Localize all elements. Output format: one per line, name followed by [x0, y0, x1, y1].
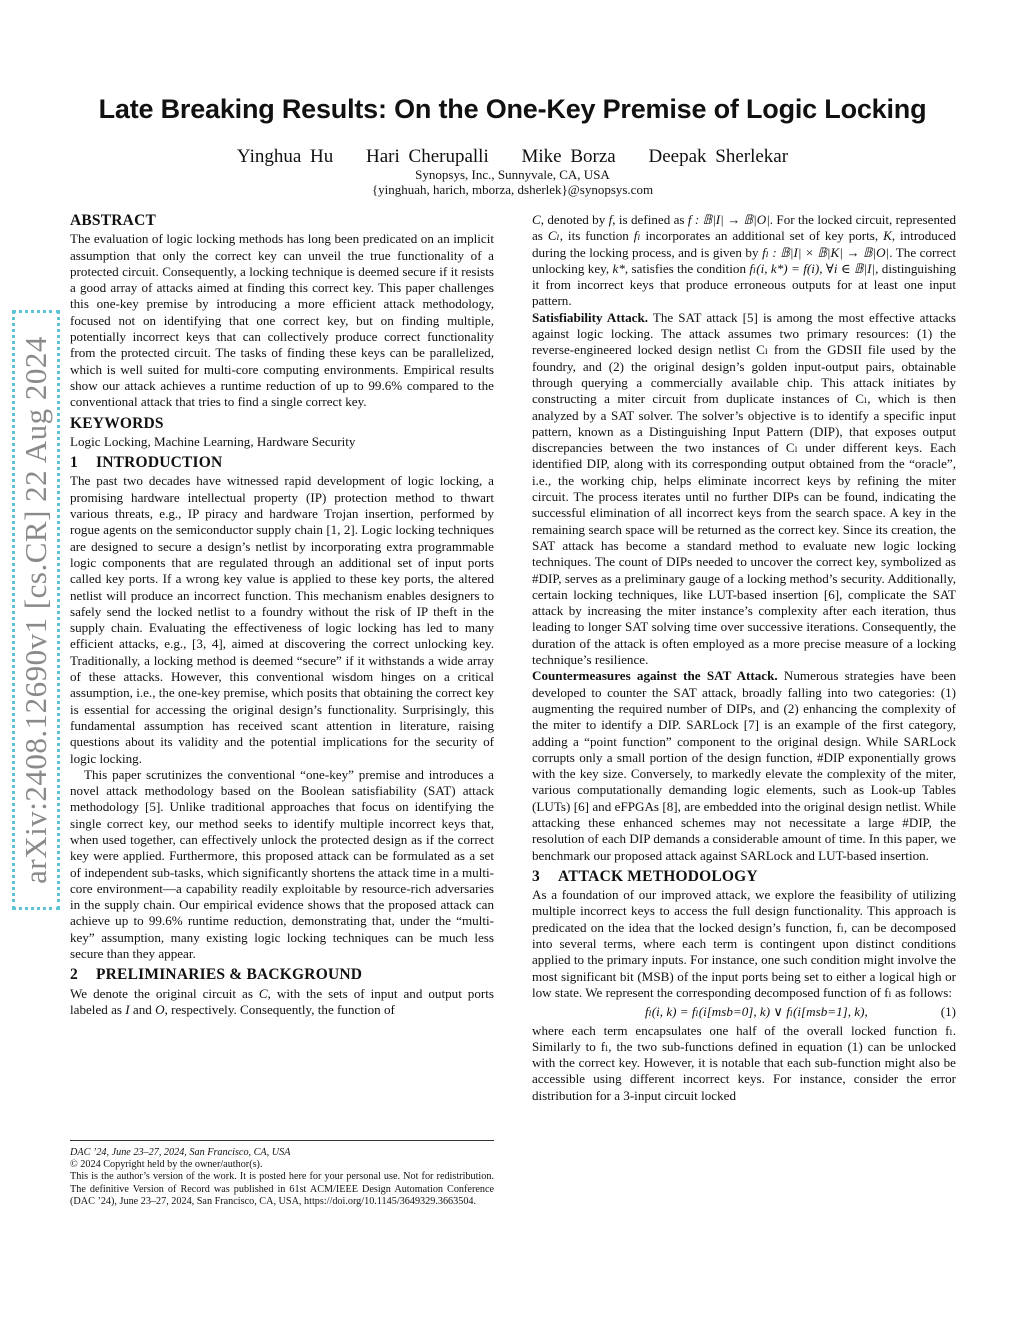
footnote	[70, 1140, 494, 1208]
arxiv-id: arXiv:2408.12690v1 [cs.CR] 22 Aug 2024	[18, 336, 53, 884]
keywords-heading: KEYWORDS	[70, 414, 164, 432]
prelim-paragraph-2: C, denoted by f, is defined as f : 𝔹|I| → 𝔹|O|. For the locked circuit, represented as Cₗ, its function fₗ incorporates an additional set of key ports, K, introduced during the locking process, and is given by fₗ : 𝔹|I| × 𝔹|K| → 𝔹|O|. The correct unlocking key, k*, satisfies the condition fₗ(i, k*) = f(i), ∀i ∈ 𝔹|I|, distinguishing it from incorrect keys that produce erroneous outputs for at least one input pattern.	[532, 212, 957, 309]
section-2-heading: 2 PRELIMINARIES & BACKGROUND	[70, 966, 363, 984]
prelim-paragraph-1: We denote the original circuit as C, with the sets of input and output ports labeled as I and O, respectively. Consequently, the function of	[70, 985, 494, 1017]
arxiv-stamp	[12, 310, 60, 910]
equation-body: fₗ(i, k) = fₗ(i[msb=0], k) ∨ fₗ(i[msb=1], k),	[644, 1004, 868, 1020]
section-1-heading: 1 INTRODUCTION	[70, 454, 223, 472]
attack-paragraph-1: As a foundation of our improved attack, we explore the feasibility of utilizing multiple incorrect keys to access the full design functionality. This approach is predicated on the idea that the locked design’s function, fₗ, can be decomposed into several terms, where each term is contingent upon distinct conditions applied to the primary inputs. For instance, one such condition might involve the most significant bit (MSB) of the input ports being set to either a logical high or low state. We represent the corresponding decomposed function of fₗ as follows:	[532, 887, 956, 1000]
sat-attack-paragraph: Satisfiability Attack. The SAT attack [5] is among the most effective attacks against logic locking. The attack assumes two primary resources: (1) the reverse-engineered locked design netlist Cₗ from the GDSII file used by the foundry, and (2) the original design’s golden input-output pairs, obtainable through querying a commercially available chip. This attack initiates by constructing a miter circuit from duplicate instances of Cₗ, which is then analyzed by a SAT solver. The solver’s objective is to identify a specific input pattern, known as a Distinguishing Input Pattern (DIP), that exposes output discrepancies between the two instances of Cₗ under different keys. Each identified DIP, along with its corresponding output obtained from the “oracle”, i.e., the working chip, helps eliminate incorrect keys by refining the miter circuit. The process iterates until no further DIPs can be found, indicating the successful elimination of all incorrect keys from the search space. A key in the remaining search space will be returned as the correct key. Since its creation, the SAT attack has become a standard method to evaluate new logic locking techniques. The count of DIPs needed to uncover the correct key, symbolized as #DIP, serves as a preliminary gauge of a locking method’s security. Additionally, certain locking techniques, like LUT-based insertion [6], complicate the SAT attack by increasing the miter instance’s complexity after each iteration, thus leading to longer SAT solving time over successive iterations. Consequently, the duration of the attack is often employed as a more precise measure of a locking technique’s resilience.	[532, 309, 956, 668]
equation-1	[532, 1004, 956, 1020]
author: Hari Cherupalli	[366, 146, 489, 167]
equation-number: (1)	[940, 1004, 956, 1020]
left-column	[70, 208, 494, 1018]
keywords-text: Logic Locking, Machine Learning, Hardware Security	[70, 433, 356, 449]
author: Deepak Sherlekar	[648, 146, 789, 167]
abstract-heading: ABSTRACT	[70, 212, 157, 229]
abstract-text: The evaluation of logic locking methods has long been predicated on an implicit assumption that only the correct key can unveil the true functionality of a protected circuit. Consequently, a locking technique is deemed secure if it resists a good array of attacks aimed at finding this correct key. This paper challenges this one-key premise by introducing a more efficient attack methodology, focused not on identifying that one correct key, but on finding multiple, potentially incorrect keys that can collectively produce correct functionality from the protected circuit. The tasks of finding these keys can be parallelized, which is well suited for multi-core computing environments. Empirical results show our attack achieves a runtime reduction of up to 99.6% compared to the conventional attack that tries to find a single correct key.	[70, 231, 494, 410]
footnote-conference: DAC ’24, June 23–27, 2024, San Francisco, CA, USA	[70, 1147, 291, 1158]
author-emails: {yinghuah, harich, mborza, dsherlek}@synopsys.com	[371, 182, 654, 197]
affiliation: Synopsys, Inc., Sunnyvale, CA, USA	[415, 167, 610, 182]
attack-paragraph-2: where each term encapsulates one half of the overall locked function fₗ. Similarly to fₗ, the two sub-functions defined in equation (1) can be unlocked with the correct key. However, it is notable that each sub-function might also be accessible using different incorrect keys. For instance, consider the error distribution for a 3-input circuit locked	[532, 1022, 956, 1103]
countermeasures-paragraph: Countermeasures against the SAT Attack. Numerous strategies have been developed to counter the SAT attack, broadly falling into two categories: (1) augmenting the required number of DIPs, and (2) enhancing the complexity of the miter to identify a DIP. SARLock [7] is an example of the first category, adding a “point function” component to the original design. While SARLock corrupts only a small portion of the design function, #DIP exponentially grows with the key size. Conversely, to markedly elevate the complexity of the miter, various computationally demanding logic elements, such as Look-up Tables (LUTs) [6] and eFPGAs [8], are embedded into the original design netlist. While attacking these enhanced schemes may not necessitate a large #DIP, the resolution of each DIP demands a considerable amount of time. In this paper, we benchmark our proposed attack against SARLock and LUT-based insertion.	[532, 668, 956, 863]
intro-paragraph-1: The past two decades have witnessed rapid development of logic locking, a promising hardware intellectual property (IP) protection method to thwart various threats, e.g., IP piracy and hardware Trojan insertion, performed by rogue agents on the semiconductor supply chain [1, 2]. Logic locking techniques are designed to secure a design’s netlist by incorporating extra programmable logic components that are regulated through an additional set of input ports called key ports. If a wrong key value is applied to these key ports, the altered netlist will produce an incorrect function. This mechanism enables designers to safely send the locked netlist to a foundry without the risk of IP theft in the supply chain. Evaluating the effectiveness of logic locking has led to many efficient attacks, e.g., [3, 4], aimed at discovering the correct unlocking key. Traditionally, a locking method is deemed “secure” if it withstands a wide array of these attacks. However, this conventional wisdom hinges on a critical assumption, i.e., the one-key premise, which posits that obtaining the correct key is essential for accessing the original design’s functionality. Surprisingly, this fundamental assumption has received scant attention in literature, raising questions about its validity and the potential implications for the security of logic locking.	[70, 473, 494, 766]
footnote-notice: This is the author’s version of the work. It is posted here for your personal use. Not for redistribution. The definitive Version of Record was published in 61st ACM/IEEE Design Automation Conference (DAC ’24), June 23–27, 2024, San Francisco, CA, USA, https://doi.org/10.1145/3649329.3663504.	[70, 1171, 494, 1207]
author: Yinghua Hu	[236, 146, 334, 167]
footnote-copyright: © 2024 Copyright held by the owner/author(s).	[70, 1159, 263, 1171]
section-3-heading: 3 ATTACK METHODOLOGY	[532, 867, 758, 885]
intro-paragraph-2: This paper scrutinizes the conventional “one-key” premise and introduces a novel attack methodology based on the Boolean satisfiability (SAT) attack methodology [5]. Unlike traditional approaches that focus on identifying the single correct key, our method seeks to identify multiple incorrect keys that, when used together, can effectively unlock the protected design as if the correct key were applied. Furthermore, this proposed attack can be formulated as a set of independent sub-tasks, which significantly shortens the attack time in a multi-core environment—a capability readily exploitable by resource-rich adversaries in the supply chain. Our empirical evidence shows that the proposed attack can achieve up to 99.6% runtime reduction, demonstrating that, under the “multi-key” assumption, many existing logic locking techniques can be much less secure than they appear.	[70, 766, 494, 962]
paper-title: Late Breaking Results: On the One-Key Premise of Logic Locking	[98, 94, 927, 124]
author: Mike Borza	[521, 146, 616, 167]
author-list	[70, 146, 955, 168]
right-column	[532, 212, 956, 1104]
